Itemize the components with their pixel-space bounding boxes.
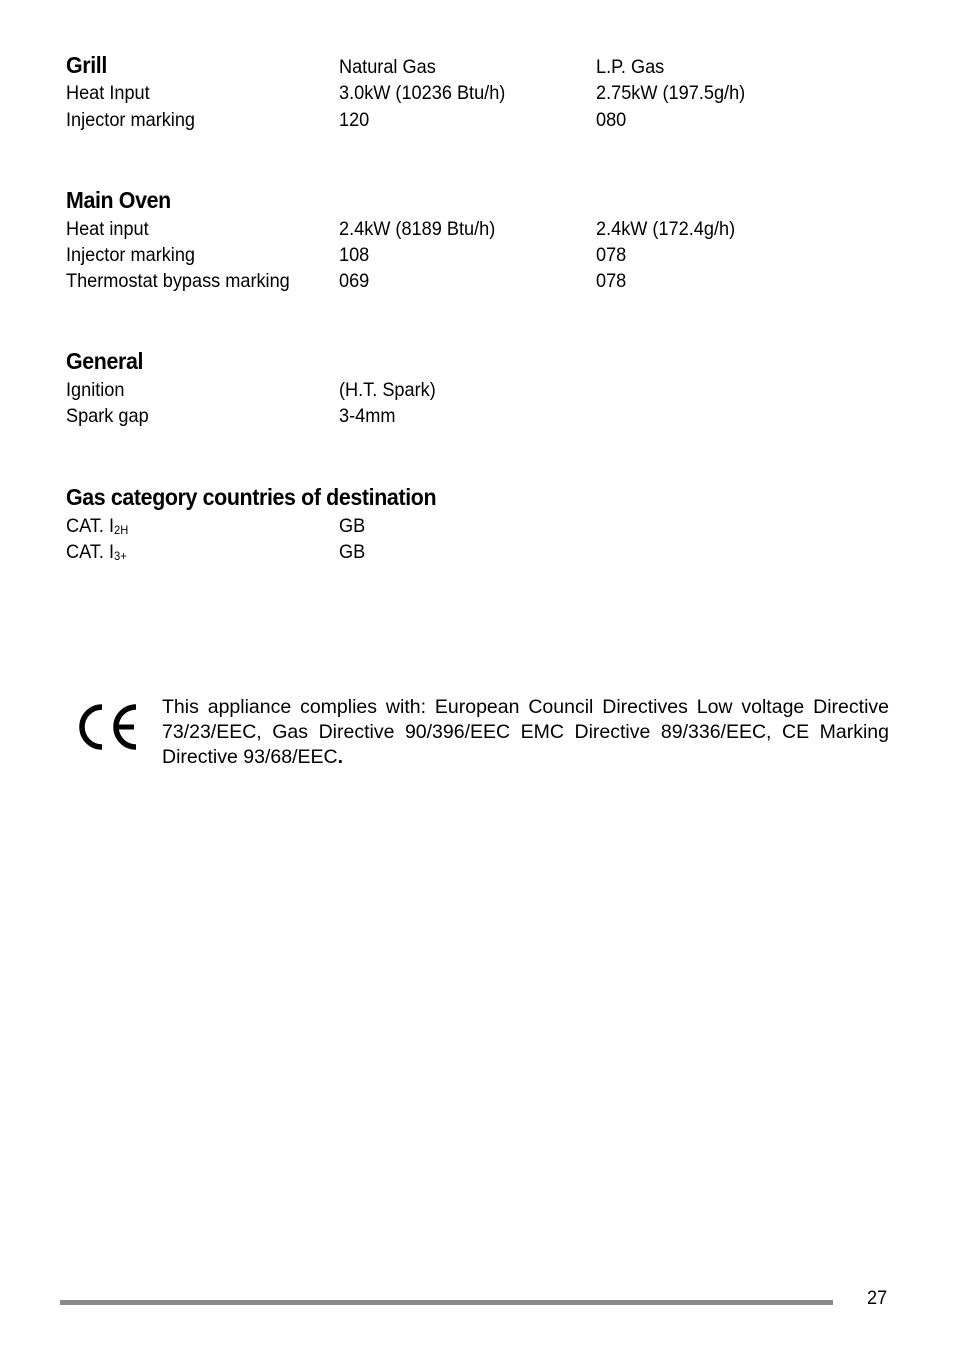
compliance-line: 73/23/EEC, Gas Directive 90/396/EEC EMC Directive 89/336/EEC, CE Marking — [162, 721, 889, 743]
row-value: 3-4mm — [339, 405, 396, 427]
category-subscript: 2H — [114, 523, 129, 537]
category-prefix: CAT. I — [66, 515, 115, 537]
natural-gas-value: 2.4kW (8189 Btu/h) — [339, 218, 496, 240]
compliance-line — [162, 745, 889, 770]
table-row — [0, 270, 954, 296]
row-label: Injector marking — [66, 109, 196, 131]
main-oven-heading: Main Oven — [66, 187, 171, 213]
row-label: Thermostat bypass marking — [66, 270, 290, 292]
table-row — [0, 515, 954, 541]
table-row — [0, 82, 954, 108]
page-number: 27 — [867, 1287, 888, 1309]
row-label: Injector marking — [66, 244, 196, 266]
lp-gas-header: L.P. Gas — [596, 56, 665, 78]
natural-gas-value: 3.0kW (10236 Btu/h) — [339, 82, 506, 104]
compliance-line: This appliance complies with: European Council Directives Low voltage Directive — [162, 696, 889, 718]
general-heading: General — [66, 348, 144, 374]
table-row — [0, 379, 954, 405]
natural-gas-value: 069 — [339, 270, 370, 292]
natural-gas-header: Natural Gas — [339, 56, 436, 78]
table-row — [0, 405, 954, 431]
lp-gas-value: 078 — [596, 244, 627, 266]
row-label: Spark gap — [66, 405, 149, 427]
country-value: GB — [339, 541, 366, 563]
lp-gas-value: 2.75kW (197.5g/h) — [596, 82, 746, 104]
gas-category-heading: Gas category countries of destination — [66, 484, 437, 510]
table-row — [0, 218, 954, 244]
table-row — [0, 109, 954, 135]
ce-mark-icon — [78, 703, 142, 751]
category-subscript: 3+ — [114, 549, 127, 563]
row-label: Ignition — [66, 379, 125, 401]
lp-gas-value: 080 — [596, 109, 627, 131]
lp-gas-value: 078 — [596, 270, 627, 292]
category-label — [66, 541, 127, 564]
lp-gas-value: 2.4kW (172.4g/h) — [596, 218, 736, 240]
table-row — [0, 541, 954, 567]
country-value: GB — [339, 515, 366, 537]
category-label — [66, 515, 128, 538]
row-label: Heat Input — [66, 82, 150, 104]
natural-gas-value: 108 — [339, 244, 370, 266]
grill-column-headers — [0, 56, 954, 82]
footer-divider — [60, 1300, 833, 1305]
natural-gas-value: 120 — [339, 109, 370, 131]
compliance-period: . — [337, 746, 343, 768]
grill-heading: Grill — [66, 52, 107, 78]
category-prefix: CAT. I — [66, 541, 115, 563]
compliance-statement — [162, 695, 889, 770]
row-value: (H.T. Spark) — [339, 379, 436, 401]
compliance-line-text: Directive 93/68/EEC — [162, 746, 338, 768]
table-row — [0, 244, 954, 270]
row-label: Heat input — [66, 218, 149, 240]
